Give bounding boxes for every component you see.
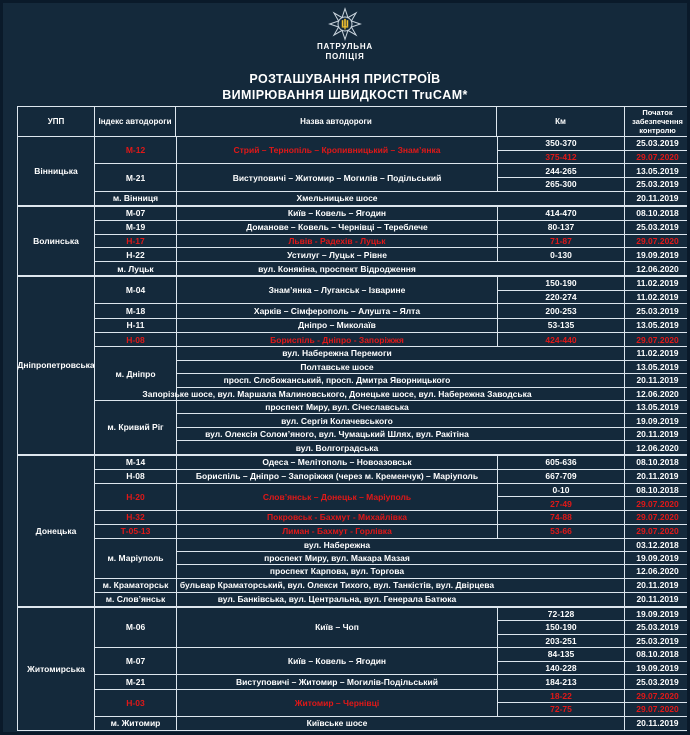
city-group xyxy=(95,346,690,400)
road-group xyxy=(95,689,690,716)
col-header-index: Індекс автодороги xyxy=(94,107,175,136)
control-start-date-cell: 29.07.2020 xyxy=(624,511,690,524)
control-start-date-cell: 08.10.2018 xyxy=(624,484,690,496)
road-group xyxy=(95,483,690,510)
road-name-cell: Київ – Ковель – Ягодин xyxy=(287,208,387,219)
control-start-date-cell: 29.07.2020 xyxy=(624,151,690,164)
control-start-date-cell: 29.07.2020 xyxy=(624,525,690,538)
road-name-cell: Харків – Сімферополь – Алушта – Ялта xyxy=(253,306,421,317)
street-name-cell: вул. Банківська, вул. Центральна, вул. Генерала Батюка xyxy=(217,594,457,605)
road-index-cell: М-21 xyxy=(125,676,146,687)
road-name-cell: Стрий – Тернопіль – Кропивницький – Знам’янка xyxy=(233,145,441,156)
road-name-cell: Слов’янськ – Донецьк – Маріуполь xyxy=(262,491,412,502)
region-groups xyxy=(94,608,690,730)
street-name-cell: просп. Слобожанський, просп. Дмитра Яворницького xyxy=(223,375,451,386)
km-range-cell: 74-88 xyxy=(497,511,624,524)
road-index-cell: М-14 xyxy=(125,457,146,468)
road-index-cell: Н-08 xyxy=(126,471,145,482)
table-row xyxy=(497,137,690,150)
road-index-cell: Н-20 xyxy=(126,491,145,502)
region-cell: Вінницька xyxy=(34,166,78,176)
km-rows xyxy=(497,608,690,647)
table-row xyxy=(497,277,690,290)
road-group-body xyxy=(176,235,690,248)
street-name-cell: вул. Набережна xyxy=(303,539,371,550)
road-index-cell: М-07 xyxy=(125,208,146,219)
km-range-cell: 53-66 xyxy=(497,525,624,538)
road-group-body xyxy=(176,456,690,469)
road-index-cell: М-18 xyxy=(125,306,146,317)
table-row xyxy=(497,290,690,304)
control-start-date-cell: 29.07.2020 xyxy=(624,703,690,716)
km-range-cell: 71-87 xyxy=(497,235,624,248)
org-name-line1: ПАТРУЛЬНА xyxy=(316,42,374,51)
road-group xyxy=(95,524,690,538)
control-start-date-cell: 03.12.2018 xyxy=(624,539,690,551)
region-cell: Волинська xyxy=(33,236,79,247)
km-range-cell: 414-470 xyxy=(497,207,624,220)
table-header-row xyxy=(18,107,690,137)
table-row xyxy=(497,235,690,248)
street-name-cell: бульвар Краматорський, вул. Олекси Тихого, вул. Танкістів, вул. Двірцева xyxy=(179,580,495,591)
km-rows xyxy=(497,207,690,220)
region-cell: Донецька xyxy=(35,525,77,536)
road-group-body xyxy=(176,690,690,716)
page-title-line2: ВИМІРЮВАННЯ ШВИДКОСТІ TruCAM* xyxy=(222,88,468,102)
control-start-date-cell: 20.11.2019 xyxy=(624,192,690,205)
city-rows xyxy=(176,192,690,205)
table-row xyxy=(177,413,690,426)
street-name-cell: Запорізьке шосе, вул. Маршала Малиновського, Донецьке шосе, вул. Набережна Заводська xyxy=(142,388,532,399)
road-group xyxy=(95,318,690,332)
control-start-date-cell: 19.09.2019 xyxy=(624,414,690,426)
road-name-cell: Бориспіль - Дніпро - Запоріжжя xyxy=(270,334,404,345)
table-row xyxy=(497,304,690,317)
col-header-km: Км xyxy=(496,107,624,136)
km-range-cell: 84-135 xyxy=(497,648,624,661)
control-start-date-cell: 20.11.2019 xyxy=(624,717,690,730)
page-header xyxy=(3,7,687,103)
km-range-cell: 220-274 xyxy=(497,291,624,304)
table-row xyxy=(177,427,690,440)
km-range-cell: 72-75 xyxy=(497,703,624,716)
control-start-date-cell: 13.05.2019 xyxy=(624,319,690,332)
city-rows xyxy=(176,262,690,275)
table-row xyxy=(497,690,690,703)
km-range-cell: 424-440 xyxy=(497,333,624,346)
km-range-cell: 605-636 xyxy=(497,456,624,469)
region-section xyxy=(18,606,690,730)
km-rows xyxy=(497,319,690,332)
street-name-cell: проспект Карпова, вул. Торгова xyxy=(269,566,405,577)
city-rows xyxy=(176,539,690,578)
city-group xyxy=(95,400,690,454)
region-groups xyxy=(94,137,690,205)
table-row xyxy=(497,661,690,675)
km-range-cell: 27-49 xyxy=(497,497,624,509)
table-row xyxy=(177,373,690,386)
table-row xyxy=(497,177,690,191)
road-group-body xyxy=(176,470,690,483)
control-start-date-cell: 19.09.2019 xyxy=(624,608,690,621)
city-group xyxy=(95,191,690,205)
km-range-cell: 0-130 xyxy=(497,248,624,261)
control-start-date-cell: 12.06.2020 xyxy=(624,441,690,453)
km-rows xyxy=(497,675,690,688)
control-start-date-cell: 29.07.2020 xyxy=(624,690,690,703)
road-group xyxy=(95,674,690,688)
road-group xyxy=(95,469,690,483)
road-index-cell: м. Луцьк xyxy=(117,263,154,274)
region-section xyxy=(18,137,690,205)
road-index-cell: Н-03 xyxy=(126,697,145,708)
control-start-date-cell: 13.05.2019 xyxy=(624,401,690,413)
km-rows xyxy=(497,456,690,469)
table-row xyxy=(142,387,690,400)
km-rows xyxy=(497,304,690,317)
km-rows xyxy=(497,525,690,538)
road-name-cell: Виступовичі – Житомир – Могилів – Подільський xyxy=(232,172,442,183)
km-range-cell: 72-128 xyxy=(497,608,624,621)
region-groups xyxy=(94,207,690,275)
km-range-cell: 667-709 xyxy=(497,470,624,483)
control-start-date-cell: 13.05.2019 xyxy=(624,164,690,177)
road-name-cell: Бориспіль – Дніпро – Запоріжжя (через м. Кременчук) – Маріуполь xyxy=(195,471,479,482)
road-index-cell: Н-17 xyxy=(126,236,145,246)
road-group-body xyxy=(176,648,690,674)
road-group xyxy=(95,247,690,261)
road-group xyxy=(95,456,690,469)
road-name-cell: Київ – Чоп xyxy=(315,622,359,633)
table-row xyxy=(177,551,690,564)
road-group-body xyxy=(176,319,690,332)
table-row xyxy=(497,484,690,496)
control-start-date-cell: 25.03.2019 xyxy=(624,675,690,688)
km-rows xyxy=(497,648,690,674)
km-range-cell: 0-10 xyxy=(497,484,624,496)
col-header-start: Початок забезпечення контролю xyxy=(624,107,690,136)
control-start-date-cell: 12.06.2020 xyxy=(624,262,690,275)
city-rows xyxy=(176,717,690,730)
control-start-date-cell: 19.09.2019 xyxy=(624,662,690,675)
table-row xyxy=(497,470,690,483)
table-body xyxy=(18,137,690,730)
control-start-date-cell: 25.03.2019 xyxy=(624,178,690,191)
city-rows xyxy=(142,347,690,400)
control-start-date-cell: 29.07.2020 xyxy=(624,497,690,509)
road-group-body xyxy=(176,277,690,303)
road-group-body xyxy=(176,333,690,346)
km-rows xyxy=(497,511,690,524)
road-index-cell: м. Краматорськ xyxy=(102,580,169,591)
street-name-cell: вул. Набережна Перемоги xyxy=(282,348,392,359)
km-range-cell: 140-228 xyxy=(497,662,624,675)
road-index-cell: М-19 xyxy=(125,222,146,233)
road-index-cell: М-07 xyxy=(125,656,146,667)
road-name-cell: Львів - Радехів - Луцьк xyxy=(288,236,386,246)
road-group xyxy=(95,277,690,303)
street-name-cell: проспект Миру, вул. Січеславська xyxy=(265,402,409,413)
table-row xyxy=(497,634,690,648)
table-row xyxy=(497,164,690,177)
control-start-date-cell: 20.11.2019 xyxy=(624,470,690,483)
km-range-cell: 203-251 xyxy=(497,635,624,648)
table-row xyxy=(177,717,690,730)
control-start-date-cell: 29.07.2020 xyxy=(624,333,690,346)
road-group-body xyxy=(176,248,690,261)
table-row xyxy=(497,248,690,261)
road-group-body xyxy=(176,304,690,317)
control-start-date-cell: 25.03.2019 xyxy=(624,221,690,234)
street-name-cell: Полтавське шосе xyxy=(300,361,374,372)
km-range-cell: 150-190 xyxy=(497,621,624,634)
road-name-cell: Доманове – Ковель – Чернівці – Тереблече xyxy=(246,222,428,233)
road-group-body xyxy=(176,525,690,538)
table-row xyxy=(497,620,690,634)
control-start-date-cell: 11.02.2019 xyxy=(624,291,690,304)
table-row xyxy=(177,564,690,577)
km-rows xyxy=(497,164,690,190)
city-rows xyxy=(176,401,690,454)
trucam-table xyxy=(17,106,690,731)
road-index-cell: Н-32 xyxy=(126,512,145,523)
table-row xyxy=(177,579,690,592)
road-index-cell: м. Кривий Ріг xyxy=(107,422,164,433)
control-start-date-cell: 08.10.2018 xyxy=(624,456,690,469)
control-start-date-cell: 25.03.2019 xyxy=(624,621,690,634)
table-row xyxy=(497,221,690,234)
road-index-cell: Т-05-13 xyxy=(120,526,151,537)
region-section xyxy=(18,275,690,454)
road-name-cell: Житомир – Чернівці xyxy=(294,697,380,708)
km-range-cell: 18-22 xyxy=(497,690,624,703)
road-index-cell: Н-11 xyxy=(126,320,145,331)
col-header-name: Назва автодороги xyxy=(175,107,496,136)
road-group xyxy=(95,303,690,317)
city-rows xyxy=(176,593,690,606)
km-rows xyxy=(497,484,690,510)
table-row xyxy=(497,333,690,346)
table-row xyxy=(497,511,690,524)
km-rows xyxy=(497,221,690,234)
street-name-cell: Київське шосе xyxy=(306,718,368,729)
region-section xyxy=(18,205,690,275)
city-group xyxy=(95,261,690,275)
road-group-body xyxy=(176,484,690,510)
control-start-date-cell: 25.03.2019 xyxy=(624,304,690,317)
street-name-cell: вул. Сергія Колачевського xyxy=(281,415,393,426)
road-name-cell: Устилуг – Луцьк – Рівне xyxy=(287,249,387,260)
control-start-date-cell: 08.10.2018 xyxy=(624,648,690,661)
city-group xyxy=(95,716,690,730)
km-range-cell: 375-412 xyxy=(497,151,624,164)
control-start-date-cell: 25.03.2019 xyxy=(624,137,690,150)
road-index-cell: м. Дніпро xyxy=(115,368,156,379)
table-row xyxy=(177,440,690,453)
table-row xyxy=(497,150,690,164)
road-index-cell: м. Маріуполь xyxy=(107,553,164,564)
table-row xyxy=(497,648,690,661)
road-index-cell: м. Слов’янськ xyxy=(105,594,166,605)
page-title-line1: РОЗТАШУВАННЯ ПРИСТРОЇВ xyxy=(249,72,441,86)
road-group-body xyxy=(176,221,690,234)
patrol-police-star-icon xyxy=(328,7,362,41)
road-group-body xyxy=(176,675,690,688)
table-row xyxy=(177,262,690,275)
road-group xyxy=(95,647,690,674)
control-start-date-cell: 20.11.2019 xyxy=(624,579,690,592)
road-index-cell: м. Вінниця xyxy=(112,193,159,204)
table-row xyxy=(497,456,690,469)
road-name-cell: Дніпро – Миколаїв xyxy=(298,320,376,331)
street-name-cell: вул. Олексія Солом’яного, вул. Чумацький Шлях, вул. Ракітіна xyxy=(205,429,469,440)
road-name-cell: Покровськ - Бахмут - Михайлівка xyxy=(267,512,407,523)
table-row xyxy=(497,525,690,538)
road-group-body xyxy=(176,608,690,647)
region-groups xyxy=(94,456,690,606)
road-group xyxy=(95,207,690,220)
road-name-cell: Лиман - Бахмут - Горлівка xyxy=(282,526,392,537)
road-group-body xyxy=(176,511,690,524)
road-group-body xyxy=(176,137,690,163)
col-header-upp: УПП xyxy=(47,117,65,126)
road-index-cell: М-21 xyxy=(125,172,146,183)
control-start-date-cell: 19.09.2019 xyxy=(624,248,690,261)
city-group xyxy=(95,592,690,606)
table-row xyxy=(177,192,690,205)
road-group xyxy=(95,137,690,163)
street-name-cell: Хмельницьке шосе xyxy=(296,193,378,204)
city-rows xyxy=(176,579,690,592)
region-cell: Житомирська xyxy=(27,663,85,674)
km-rows xyxy=(497,690,690,716)
control-start-date-cell: 25.03.2019 xyxy=(624,635,690,648)
km-range-cell: 350-370 xyxy=(497,137,624,150)
org-name xyxy=(3,42,687,62)
km-rows xyxy=(497,470,690,483)
road-group xyxy=(95,332,690,346)
road-index-cell: М-06 xyxy=(125,622,146,633)
control-start-date-cell: 20.11.2019 xyxy=(624,374,690,386)
km-range-cell: 265-300 xyxy=(497,178,624,191)
region-cell: Дніпропетровська xyxy=(17,360,95,371)
km-range-cell: 150-190 xyxy=(497,277,624,290)
road-group-body xyxy=(176,164,690,190)
km-rows xyxy=(497,235,690,248)
city-group xyxy=(95,578,690,592)
region-groups xyxy=(94,277,690,454)
table-row xyxy=(177,347,690,359)
table-row xyxy=(497,496,690,509)
road-group xyxy=(95,220,690,234)
road-group xyxy=(95,510,690,524)
km-range-cell: 244-265 xyxy=(497,164,624,177)
control-start-date-cell: 08.10.2018 xyxy=(624,207,690,220)
control-start-date-cell: 11.02.2019 xyxy=(624,277,690,290)
road-index-cell: Н-08 xyxy=(126,334,145,345)
km-rows xyxy=(497,333,690,346)
control-start-date-cell: 11.02.2019 xyxy=(624,347,690,359)
road-group xyxy=(95,234,690,248)
road-name-cell: Знам’янка – Луганськ – Ізварине xyxy=(268,285,406,296)
road-name-cell: Київ – Ковель – Ягодин xyxy=(287,656,387,667)
control-start-date-cell: 29.07.2020 xyxy=(624,235,690,248)
km-rows xyxy=(497,248,690,261)
road-name-cell: Виступовичі – Житомир – Могилів-Подільський xyxy=(236,676,438,687)
table-row xyxy=(497,702,690,716)
control-start-date-cell: 20.11.2019 xyxy=(624,428,690,440)
km-rows xyxy=(497,137,690,163)
table-row xyxy=(177,593,690,606)
control-start-date-cell: 13.05.2019 xyxy=(624,361,690,373)
city-group xyxy=(95,538,690,578)
km-range-cell: 53-135 xyxy=(497,319,624,332)
road-group-body xyxy=(176,207,690,220)
road-index-cell: М-12 xyxy=(125,145,146,156)
road-group xyxy=(95,608,690,647)
km-range-cell: 184-213 xyxy=(497,675,624,688)
km-range-cell: 200-253 xyxy=(497,304,624,317)
control-start-date-cell: 20.11.2019 xyxy=(624,593,690,606)
street-name-cell: проспект Миру, вул. Макара Мазая xyxy=(264,553,410,564)
table-row xyxy=(177,401,690,413)
street-name-cell: вул. Конякіна, проспект Відродження xyxy=(258,263,416,274)
org-name-line2: ПОЛІЦІЯ xyxy=(325,52,365,61)
km-rows xyxy=(497,277,690,303)
road-index-cell: Н-22 xyxy=(126,249,145,260)
table-row xyxy=(497,319,690,332)
road-index-cell: м. Житомир xyxy=(110,718,161,729)
km-range-cell: 80-137 xyxy=(497,221,624,234)
table-row xyxy=(497,207,690,220)
road-index-cell: М-04 xyxy=(125,285,146,296)
control-start-date-cell: 19.09.2019 xyxy=(624,552,690,564)
road-group xyxy=(95,163,690,190)
control-start-date-cell: 12.06.2020 xyxy=(624,388,690,400)
table-row xyxy=(177,539,690,551)
page-title xyxy=(3,71,687,103)
table-row xyxy=(177,360,690,373)
region-section xyxy=(18,454,690,606)
street-name-cell: вул. Волгоградська xyxy=(295,442,379,453)
road-name-cell: Одеса – Мелітополь – Новоазовськ xyxy=(262,457,412,468)
control-start-date-cell: 12.06.2020 xyxy=(624,565,690,577)
table-row xyxy=(497,608,690,621)
table-row xyxy=(497,675,690,688)
